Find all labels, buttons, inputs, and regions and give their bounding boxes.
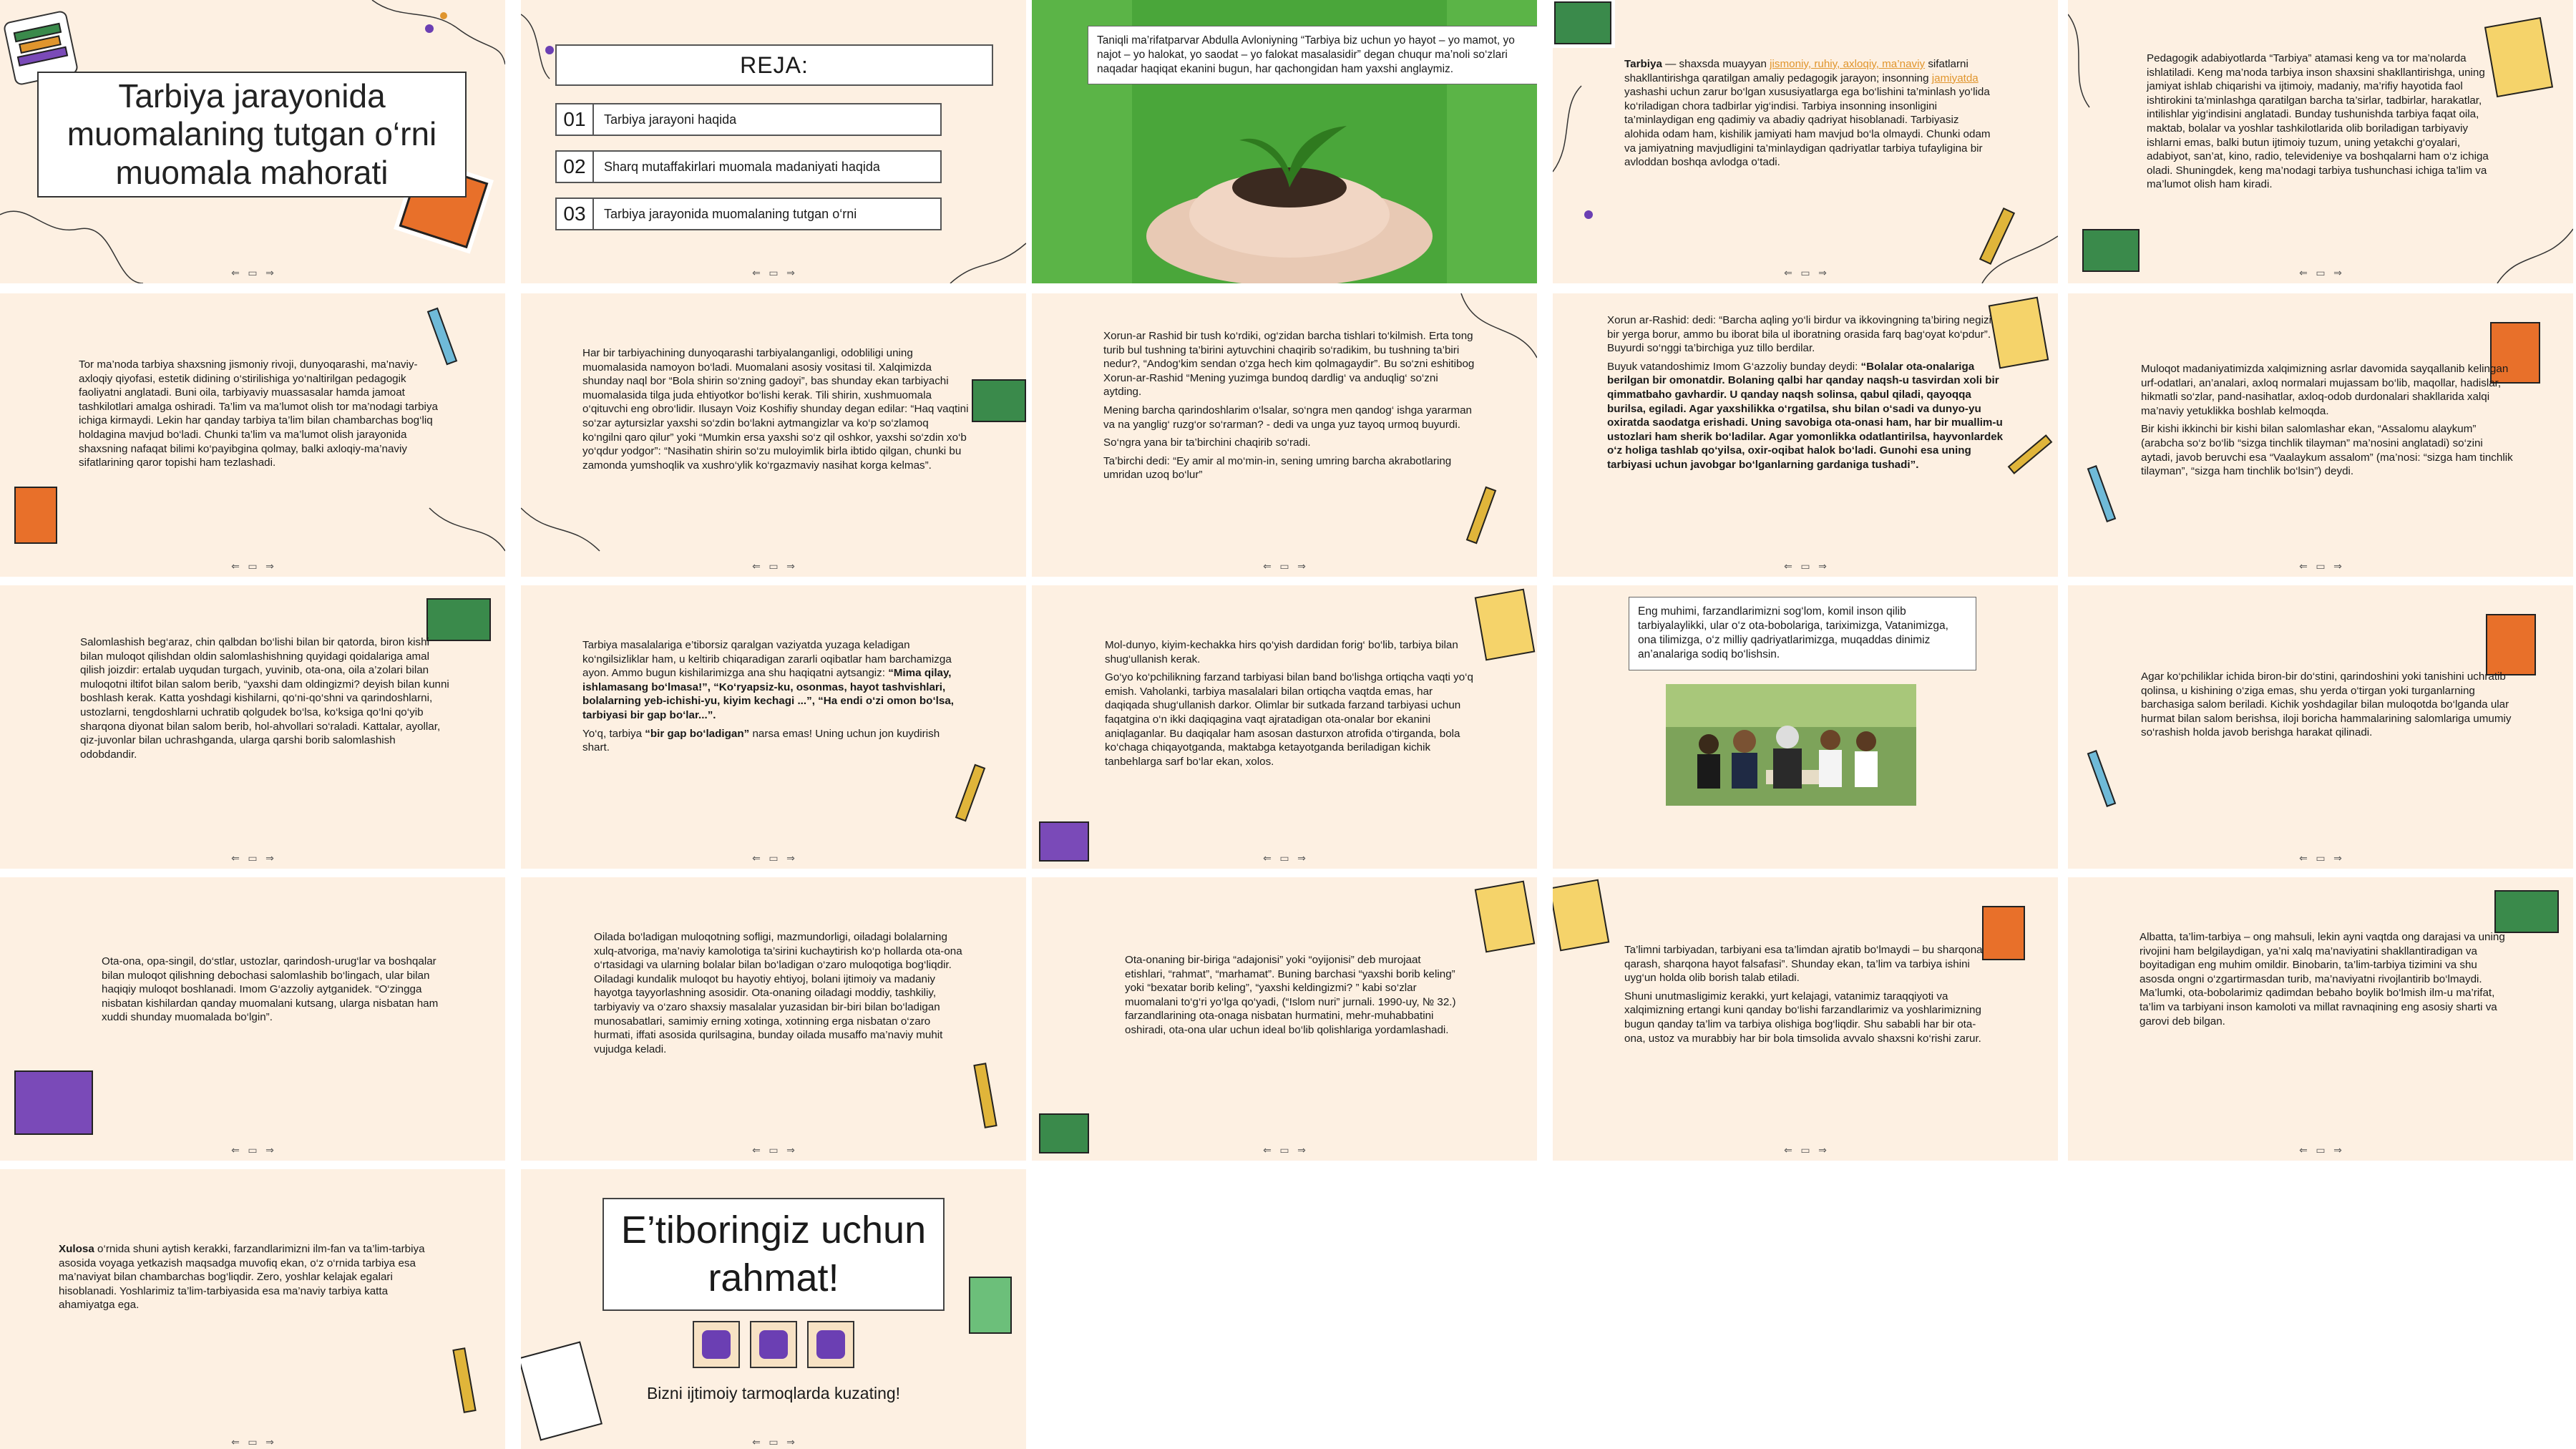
slide-11-greeting-rules[interactable] — [0, 585, 505, 869]
pause-icon[interactable]: ▭ — [248, 853, 258, 864]
instagram-icon[interactable] — [750, 1321, 797, 1368]
books-icon — [1039, 1113, 1089, 1153]
slide-17-family-communication[interactable] — [521, 877, 1026, 1161]
body-text: Ota-onaning bir-biriga “adajonisi” yoki “oyijonisi” deb murojaat etishlari, “rahmat”, “marhamat”. Buning barchasi “yaxshi borib keling” yoki “bexatar borib keling”, “yaxshi keldingizmi? ” kabi so‘zlar muomalani to‘g‘ri yo‘lga qo‘yadi, (“Islom nuri” jurnali. 1990-uy, № 32.) farzandlarining ota-onaga nisbatan hurmatini, mehr-muhabbatini oshiradi, ota-ona ular uchun ideal bo‘lib qolishlariga yordamlashadi. — [1125, 954, 1456, 1037]
slide-19-education[interactable] — [1553, 877, 2058, 1161]
slide-6-narrow-meaning[interactable] — [0, 293, 505, 577]
decorative-doodles — [521, 0, 1026, 283]
green-book-icon — [969, 1277, 1012, 1334]
next-arrow-icon[interactable]: ⇒ — [265, 853, 274, 864]
family-gathering-photo — [1666, 684, 1916, 806]
slide-18-parents[interactable] — [1032, 877, 1537, 1161]
pause-icon[interactable]: ▭ — [248, 1145, 258, 1156]
facebook-icon[interactable] — [693, 1321, 740, 1368]
slide-2-plan[interactable] — [521, 0, 1026, 283]
next-arrow-icon[interactable]: ⇒ — [786, 1145, 795, 1156]
pause-icon[interactable]: ▭ — [1800, 1145, 1810, 1156]
conclusion-text: Xulosa o‘rnida shuni aytish kerakki, farzandlarimizni ilm-fan va ta’lim-tarbiya asosida voyaga yetkazish maqsadga muvofiq ekan, o‘z o‘rnida tarbiya esa ma’naviyat bilan chambarchas bog‘liqdir. Zero, yoshlar kelajak egalari hisoblanadi. Yoshlarimiz ta’lim-tarbiyasida esa ma’naviy tarbiya katta ahamiyatga ega. — [59, 1243, 425, 1312]
slide-nav[interactable] — [751, 1437, 796, 1448]
next-arrow-icon[interactable]: ⇒ — [265, 268, 274, 279]
pause-icon[interactable]: ▭ — [769, 853, 779, 864]
slide-nav[interactable] — [2298, 1145, 2343, 1156]
body-text: Ota-ona, opa-singil, do‘stlar, ustozlar, qarindosh-urug‘lar va boshqalar bilan muloqot qilishning debochasi salomlashib bo‘lingach, ular bilan haqiqiy muloqot boshlanadi. Imom G‘azzoliy aytganidek. “O‘zingga nisbatan kishilardan qanday muomalani kutsang, ularga nisbatan ham xuddi shunday muomalada bo‘lgin”. — [102, 955, 439, 1024]
next-arrow-icon[interactable]: ⇒ — [1297, 1145, 1306, 1156]
slide-5-broad-meaning[interactable] — [2068, 0, 2573, 283]
next-arrow-icon[interactable]: ⇒ — [1297, 561, 1306, 572]
next-arrow-icon[interactable]: ⇒ — [786, 853, 795, 864]
prev-arrow-icon[interactable]: ⇐ — [752, 1437, 761, 1448]
books-icon — [426, 598, 491, 641]
prev-arrow-icon[interactable]: ⇐ — [231, 853, 240, 864]
books-icon — [2082, 229, 2140, 272]
slide-22-thanks[interactable] — [521, 1169, 1026, 1449]
next-arrow-icon[interactable]: ⇒ — [1818, 561, 1827, 572]
pause-icon[interactable]: ▭ — [248, 1437, 258, 1448]
quote-text: Taniqli ma’rifatparvar Abdulla Avloniyning “Tarbiya biz uchun yo hayot – yo mamot, yo najot – yo halokat, yo saodat – yo falokat masalasidir” degan chuqur ma’noli so‘zlari naqadar haqiqat ekanini bugun, har qachongidan ham yaxshi anglaymiz. — [1088, 26, 1537, 84]
pause-icon[interactable]: ▭ — [2316, 1145, 2326, 1156]
books-icon — [1554, 1, 1611, 44]
pause-icon[interactable]: ▭ — [769, 561, 779, 572]
slide-nav[interactable] — [751, 268, 796, 279]
pencil-icon — [955, 764, 985, 822]
slide-nav[interactable] — [2298, 853, 2343, 864]
prev-arrow-icon[interactable]: ⇐ — [752, 853, 761, 864]
next-arrow-icon[interactable]: ⇒ — [265, 1145, 274, 1156]
slide-3-quote-photo[interactable] — [1032, 0, 1537, 283]
slide-13-time[interactable] — [1032, 585, 1537, 869]
slide-nav[interactable] — [230, 1145, 275, 1156]
body-text: Pedagogik adabiyotlarda “Tarbiya” atamasi keng va tor ma’nolarda ishlatiladi. Keng ma’noda tarbiya inson shaxsini shakllantirishga, uning jamiyat ishlab chiqarishi va ijtimoiy, madaniy, ma’rifiy hayotida faol ishtirokini ta’minlashga qaratilgan barcha ta’sirlar, tadbirlar, harakatlar, intilishlar yig‘indisini anglatadi. Bunday tushunishda tarbiya faqat oila, maktab, bolalar va yoshlar tashkilotlarida olib boriladigan tarbiyaviy ishlarni emas, balki butun ijtimoiy tuzum, uning yetakchi g‘oyalari, adabiyot, san’at, kino, radio, televideniye va boshqalarni ham o‘z ichiga oladi. Shuningdek, keng ma’nodagi tarbiya tushunchasi ichiga ta’lim va ma’lumot olish ham kiradi. — [2147, 52, 2489, 191]
presentation-title: Tarbiya jarayonida muomalaning tutgan o‘rni muomala mahorati — [37, 72, 467, 197]
slide-nav[interactable] — [1262, 853, 1307, 864]
pause-icon[interactable]: ▭ — [1279, 561, 1289, 572]
pause-icon[interactable]: ▭ — [1800, 268, 1810, 279]
next-arrow-icon[interactable]: ⇒ — [786, 1437, 795, 1448]
next-arrow-icon[interactable]: ⇒ — [2333, 853, 2342, 864]
body-text: Tor ma’noda tarbiya shaxsning jismoniy rivoji, dunyoqarashi, ma’naviy-axloqiy qiyofasi, estetik didining o‘stirilishiga yo‘naltirilgan pedagogik faoliyatni anglatadi. Buni oila, tarbiyaviy muassasalar hamda jamoat tashkilotlari amalga oshiradi. Ta’lim va ma’lumot olish tor ma’nodagi tarbiya ichiga kirmaydi. Lekin har qanday tarbiya ta’lim bilan chambarchas bog‘liq holdagina mavjud bo‘ladi. Chunki ta’lim va ma’lumot olish jarayonida shaxsning nafaqat bilimi ko‘payibgina qolmay, balki axloqiy-ma’naviy sifatlarining qaror topishi ham tezlashadi. — [79, 358, 438, 469]
pause-icon[interactable]: ▭ — [1279, 1145, 1289, 1156]
prev-arrow-icon[interactable]: ⇐ — [1784, 561, 1792, 572]
pause-icon[interactable]: ▭ — [769, 1145, 779, 1156]
slide-nav[interactable] — [230, 268, 275, 279]
prev-arrow-icon[interactable]: ⇐ — [2299, 561, 2308, 572]
prev-arrow-icon[interactable]: ⇐ — [1263, 853, 1272, 864]
prev-arrow-icon[interactable]: ⇐ — [1263, 1145, 1272, 1156]
prev-arrow-icon[interactable]: ⇐ — [1263, 561, 1272, 572]
thanks-title: E’tiboringiz uchun rahmat! — [602, 1198, 945, 1311]
body-text: Muloqot madaniyatimizda xalqimizning asrlar davomida sayqallanib kelingan urf-odatlari, an’analari, axloq normalari mujassam bo‘lib, maqollar, hadislar, hikmatli so‘zlar, pand-nasihatlar, axloq-odob durdonalari shakllarida xalqi ma’naviy yetuklikka boshlab kelmoqda. Bir kishi ikkinchi bir kishi bilan salomlashar ekan, “Assalomu alaykum” (arabcha so‘z bo‘lib “sizga tinchlik tilayman” ma’nosini anglatadi) so‘zini aytadi, javob beruvchi esa “Vaalaykum assalom” (ma’nosi: “sizga ham tinchlik tilayman”, “sizga ham tinchlik bo‘lsin”) deydi. — [2141, 363, 2513, 478]
prev-arrow-icon[interactable]: ⇐ — [2299, 853, 2308, 864]
slide-nav[interactable] — [230, 853, 275, 864]
slide-nav[interactable] — [1782, 561, 1828, 572]
slide-nav[interactable] — [230, 1437, 275, 1448]
prev-arrow-icon[interactable]: ⇐ — [231, 561, 240, 572]
body-text: Ta’limni tarbiyadan, tarbiyani esa ta’limdan ajratib bo‘lmaydi – bu sharqona qarash, sharqona hayot falsafasi”. Shunday ekan, ta’lim va tarbiya ishini uyg‘un holda olib borish talab etiladi. Shuni unutmasligimiz kerakki, yurt kelajagi, vatanimiz taraqqiyoti va xalqimizning ertangi kuni qanday bo‘lishi farzandlarimiz va yoshlarimizning bugun qanday ta’lim va tarbiya olishiga bog‘liqdir. Shu sababli har bir ota-ona, ustoz va murabbiy har bir bola timsolida avvalo shaxsni ko‘rishi zarur. — [1624, 944, 1983, 1045]
slide-nav[interactable] — [2298, 561, 2343, 572]
body-text: Oilada bo‘ladigan muloqotning sofligi, mazmundorligi, oiladagi bolalarning xulq-atvoriga, ma’naviy kamolotiga ta’sirini kuchaytirish ko‘p hollarda ota-ona o‘rtasidagi va ularning bolalar bilan bo‘ladigan o‘zaro muloqotiga bog‘liqdir. Oiladagi kundalik muloqot bu hayotiy ehtiyoj, bolani ijtimoiy va madaniy hayotga tayyorlashning asosidir. Ota-onaning oiladagi moddiy, tashkiliy, tarbiyaviy va o‘zaro shaxsiy masalalar yuzasidan bir-biri bilan bo‘ladigan munosabatlari, samimiy erning xotinga, xotinning erga nisbatan o‘zaro hurmati, iffati asosida qurilsagina, bunday oilada musaffo ma’naviy muhit vujudga keladi. — [594, 931, 962, 1055]
books-icon — [2494, 890, 2559, 933]
slide-7-teacher-speech[interactable] — [521, 293, 1026, 577]
next-arrow-icon[interactable]: ⇒ — [786, 268, 795, 279]
pause-icon[interactable]: ▭ — [2316, 268, 2326, 279]
pencil-icon — [2087, 750, 2117, 807]
pencil-icon — [2087, 465, 2117, 522]
books-icon — [1039, 821, 1089, 862]
books-icon — [972, 379, 1026, 422]
next-arrow-icon[interactable]: ⇒ — [2333, 268, 2342, 279]
slide-nav[interactable] — [2298, 268, 2343, 279]
body-text: Tarbiya masalalariga e’tiborsiz qaralgan vaziyatda yuzaga keladigan ko‘ngilsizliklar ham, u keltirib chiqaradigan zararli oqibatlar ham barchamizga ayon. Ammo bugun kishilarimizga ana shu haqiqatni aytsangiz: “Mima qilay, ishlamasang bo‘lmasa!”, “Ko‘ryapsiz-ku, osonmas, hayot tashvishlari, bolalarning yeb-ichishi-yu, kiyim kechagi ...”, “Ha endi o‘zi omon bo‘lsa, tarbiyasi bir gap bo‘lar...”. Yo‘q, tarbiya “bir gap bo‘ladigan” narsa emas! Uning uchun jon kuydirish shart. — [582, 639, 955, 754]
slide-nav[interactable] — [751, 1145, 796, 1156]
pause-icon[interactable]: ▭ — [769, 1437, 779, 1448]
slide-nav[interactable] — [1262, 561, 1307, 572]
prev-arrow-icon[interactable]: ⇐ — [2299, 1145, 2308, 1156]
body-text: Agar ko‘pchiliklar ichida biron-bir do‘stini, qarindoshini yoki tanishini uchratib qolinsa, u kishining o‘ziga emas, shu yerda o‘tirgan yoki turganlarning barchasiga salom beriladi. Kichik yoshdagilar bilan muloqotda bo‘lganda ular hurmat bilan salom berishsa, iloji boricha hammalarining salomlariga umumiy so‘rashish holda javob berishga harakat qilinadi. — [2141, 670, 2512, 739]
slide-nav[interactable] — [751, 561, 796, 572]
slide-16-communication[interactable] — [0, 877, 505, 1161]
prev-arrow-icon[interactable]: ⇐ — [1784, 268, 1792, 279]
pause-icon[interactable]: ▭ — [1800, 561, 1810, 572]
slide-14-family-photo[interactable] — [1553, 585, 2058, 869]
next-arrow-icon[interactable]: ⇒ — [265, 1437, 274, 1448]
slide-15-group-greeting[interactable] — [2068, 585, 2573, 869]
quote-text: Xorun ar-Rashid: dedi: “Barcha aqling yo‘li birdur va ikkovingning ta’biring negizi bir yerga borur, ammo bu iborat bila ul iboratning orasida farq bag‘oyat ko‘pdur”. Buyurdi so‘nggi ta’birchiga yuz tillo berdilar. Buyuk vatandoshimiz Imom G‘azzoliy bunday deydi: “Bolalar ota-onalariga berilgan bir omonatdir. Bolaning qalbi har qanday naqsh-u tasvirdan xoli bir qimmatbaho gavhardir. U qanday naqsh solinsa, qabul qiladi, qayoqqa burilsa, egiladi. Agar yaxshilikka o‘rgatilsa, shu bilan o‘sadi va dunyo-yu oxiratda saodatga erishadi. Uning savobiga ota-onasi ham, har bir muallim-u ustozlari ham sherik bo‘ladilar. Agar yomonlikka odatlantirilsa, hayvonlardek o‘z holiga tashlab qo‘yilsa, oxir-oqibat halok bo‘ladi. Gunohi esa uning tarbiyasi uchun javobgar bo‘lganlarning gardaniga tushadi”. — [1607, 314, 2004, 472]
slide-4-definition[interactable] — [1553, 0, 2058, 283]
body-text: Albatta, ta’lim-tarbiya – ong mahsuli, lekin ayni vaqtda ong darajasi va uning rivojini ham belgilaydigan, ya’ni xalq ma’naviyatini shakllantiradigan va boyitadigan eng muhim omildir. Binobarin, ta’lim-tarbiya tizimini va shu asosda ongni o‘zgartirmasdan turib, ma’naviyatni rivojlantirib bo‘lmaydi. Ma’lumki, ota-bobolarimiz qadimdan bebaho boylik bo‘lmish ilm-u ma’rifat, ta’lim va tarbiyani inson kamoloti va millat ravnaqining eng asosiy sharti va garovi deb bilgan. — [2140, 931, 2505, 1028]
definition-text: Tarbiya — shaxsda muayyan jismoniy, ruhiy, axloqiy, ma’naviy sifatlarni shakllantirishga qaratilgan amaliy pedagogik jarayon; insonning jamiyatda yashashi uchun zarur bo‘lgan xususiyatlarga ega bo‘lishini ta’minlash yo‘lida ko‘riladigan chora tadbirlar yig‘indisi. Tarbiya insonning insonligini ta’minlaydigan eng qadimiy va abadiy qadriyat hisoblanadi. Tarbiyasiz alohida odam ham, kishilik jamiyati ham mavjud bo‘la olmaydi. Chunki odam va jamiyatning mavjudligini ta’minlaydigan qadriyatlar tarbiya tufayligina bir avloddan boshqa avlodga o‘tadi. — [1624, 58, 1991, 169]
body-text: Har bir tarbiyachining dunyoqarashi tarbiyalanganligi, odobliligi uning muomalasida namoyon bo‘ladi. Muomalani asosiy vositasi til. Xalqimizda shunday naql bor “Bola shirin so‘zning gadoyi”, bas shunday ekan tarbiyachi muomalasida tilga juda ehtiyotkor bo‘lishi kerak. Tili shirin, xushmuomala o‘qituvchi eng obro‘lidir. Ilusayn Voiz Koshifiy shunday degan edilar: “Haq vaqtini so‘zar aytursizlar yaxshi so‘zdin bo‘lakni aytmangizlar va ko‘p so‘zlamoq ko‘ngilni qaro qilur” yoki “Mumkin ersa yaxshi so‘z qil oshkor, yaxshi so‘zdin xo‘b yo‘qdur yodgor”: “Nasihatin shirin so‘zu muloyimlik birla ibtido qilgan, chunki bu zamonda yumshoqlik va xushro‘ylik ko‘rgazmaviy nasihat korga kelmas”. — [582, 347, 969, 472]
slide-nav[interactable] — [230, 561, 275, 572]
plan-item[interactable]: 01 Tarbiya jarayoni haqida — [555, 103, 942, 136]
prev-arrow-icon[interactable]: ⇐ — [752, 268, 761, 279]
prev-arrow-icon[interactable]: ⇐ — [231, 268, 240, 279]
next-arrow-icon[interactable]: ⇒ — [1818, 1145, 1827, 1156]
body-text: Mol-dunyo, kiyim-kechakka hirs qo‘yish dardidan forig‘ bo‘lib, tarbiya bilan shug‘ullanish kerak. Go‘yo ko‘pchilikning farzand tarbiyasi bilan band bo‘lishga ortiqcha vaqti yo‘q emish. Vaholanki, tarbiya masalalari bilan ortiqcha vaqtda emas, har daqiqada shug‘ullanish darkor. Olimlar bir sutkada farzand tarbiyasi uchun faqatgina o‘n ikki daqiqagina vaqt ajratadigan ota-onalar bor ekanini aniqlaganlar. Bu daqiqalar ham asosan dasturxon atrofida o‘tirganda, bola ko‘chaga chiqayotganda, maktabga ketayotganda beriladigan kichik tanbehlarga sarf bo‘lar ekan, xolos. — [1105, 639, 1473, 768]
prev-arrow-icon[interactable]: ⇐ — [2299, 268, 2308, 279]
slide-nav[interactable] — [1782, 268, 1828, 279]
plan-heading: REJA: — [555, 44, 993, 86]
slide-nav[interactable] — [1782, 1145, 1828, 1156]
prev-arrow-icon[interactable]: ⇐ — [752, 561, 761, 572]
follow-text: Bizni ijtimoiy tarmoqlarda kuzating! — [646, 1384, 901, 1402]
slide-1-title[interactable] — [0, 0, 505, 283]
notebook-icon — [1475, 881, 1536, 953]
next-arrow-icon[interactable]: ⇒ — [2333, 1145, 2342, 1156]
slide-21-conclusion[interactable] — [0, 1169, 505, 1449]
slide-20-spirituality[interactable] — [2068, 877, 2573, 1161]
slide-12-excuses[interactable] — [521, 585, 1026, 869]
pause-icon[interactable]: ▭ — [248, 561, 258, 572]
next-arrow-icon[interactable]: ⇒ — [1297, 853, 1306, 864]
prev-arrow-icon[interactable]: ⇐ — [231, 1145, 240, 1156]
pencil-icon — [973, 1063, 997, 1128]
pencil-icon — [452, 1347, 476, 1413]
pause-icon[interactable]: ▭ — [2316, 561, 2326, 572]
slide-8-harun-story[interactable] — [1032, 293, 1537, 577]
pause-icon[interactable]: ▭ — [769, 268, 779, 279]
notebook-icon — [1553, 879, 1609, 952]
pause-icon[interactable]: ▭ — [1279, 853, 1289, 864]
next-arrow-icon[interactable]: ⇒ — [1818, 268, 1827, 279]
next-arrow-icon[interactable]: ⇒ — [2333, 561, 2342, 572]
prev-arrow-icon[interactable]: ⇐ — [1784, 1145, 1792, 1156]
next-arrow-icon[interactable]: ⇒ — [265, 561, 274, 572]
orange-book-icon — [2486, 614, 2536, 675]
slide-9-ghazali[interactable] — [1553, 293, 2058, 577]
orange-book-icon — [14, 487, 57, 544]
slide-nav[interactable] — [1262, 1145, 1307, 1156]
prev-arrow-icon[interactable]: ⇐ — [752, 1145, 761, 1156]
pause-icon[interactable]: ▭ — [248, 268, 258, 279]
story-text: Xorun-ar Rashid bir tush ko‘rdiki, og‘zidan barcha tishlari to‘kilmish. Erta tong turib bul tushning ta’birini aytuvchini chaqirib so‘radikim, bu tushning ta’biri nedur?, “Andog‘kim sendan o‘zga hech kim qolmagaydir”. Bu so‘zni eshitibog Xorun-ar-Rashid “Mening yuzimga bundoq dardlig‘ va anduqlig‘ so‘zni aytding. Mening barcha qarindoshlarim o‘lsalar, so‘ngra men qandog‘ ishga yararman va na yanglig‘ ruzg‘or so‘rarman? - dedi va unga yuz tayoq urmoq buyurdi. So‘ngra yana bir ta’birchini chaqirib so‘radi. Ta’birchi dedi: “Ey amir al mo‘min-in, sening umring barcha akrabotlaring umridan uzoq bo‘lur” — [1103, 330, 1475, 482]
slide-10-greeting[interactable] — [2068, 293, 2573, 577]
books-icon — [14, 1070, 93, 1135]
plan-item[interactable]: 02 Sharq mutaffakirlari muomala madaniyati haqida — [555, 150, 942, 183]
youtube-icon[interactable] — [807, 1321, 854, 1368]
pencil-icon — [2008, 434, 2053, 474]
quote-text: Eng muhimi, farzandlarimizni sog‘lom, komil inson qilib tarbiyalaylikki, ular o‘z ota-bobolariga, tariximizga, Vatanimizga, ona tilimizga, o‘z milliy qadriyatlarimizga, muqaddas dinimiz an’analariga sodiq bo‘lishsin. — [1629, 597, 1976, 670]
prev-arrow-icon[interactable]: ⇐ — [231, 1437, 240, 1448]
slide-nav[interactable] — [751, 853, 796, 864]
notebook-icon — [1475, 589, 1536, 661]
next-arrow-icon[interactable]: ⇒ — [786, 561, 795, 572]
body-text: Salomlashish beg‘araz, chin qalbdan bo‘lishi bilan bir qatorda, biron kishi bilan muloqot qilishdan oldin salomlashishning quyidagi qoidalariga amal qilish joizdir: ertalab uyqudan turgach, yuvinib, ota-ona, oila a’zolari bilan muloqotni iltifot bilan salom berib, “yaxshi dam oldingizmi? deyish bilan kunni boshlash kerak. Katta yoshdagi kishilarni, qo‘ni-qo‘shni va qarindoshlarni, ustozlarni, tengdoshlarni uchratib qolgudek bo‘lsa, ko‘ksiga qo‘lni qo‘yib sharqona diyonat bilan salom berib, hol-ahvollari so‘raladi. Kattalar, ayollar, qiz-juvonlar bilan uchrashganda, ularga qarshi borib salomlashish odobdandir. — [80, 636, 449, 761]
pause-icon[interactable]: ▭ — [2316, 853, 2326, 864]
plan-item[interactable]: 03 Tarbiya jarayonida muomalaning tutgan o‘rni — [555, 197, 942, 230]
